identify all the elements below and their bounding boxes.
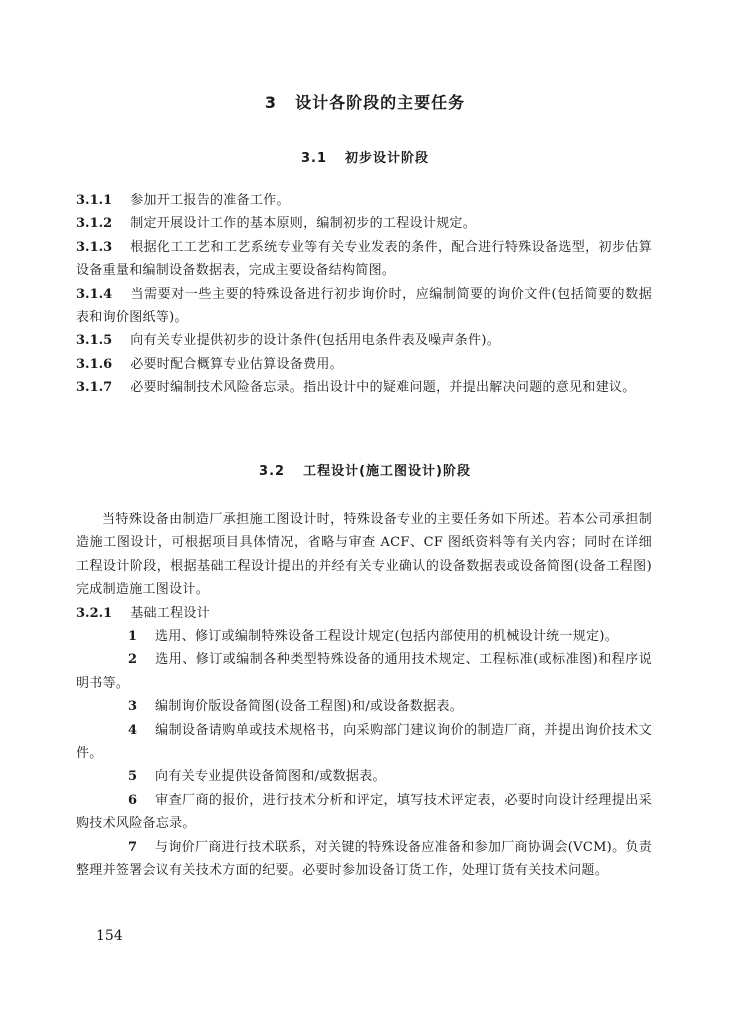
page-number: 154 — [96, 928, 123, 944]
section-heading-3-1 — [0, 147, 730, 166]
clause-3-1-6 — [76, 353, 652, 376]
subsection-title: 基础工程设计 — [130, 605, 211, 621]
clause-number: 3.1.2 — [76, 216, 113, 232]
clause-text: 必要时配合概算专业估算设备费用。 — [130, 356, 344, 372]
list-item-4 — [76, 719, 652, 766]
clause-text: 必要时编制技术风险备忘录。指出设计中的疑难问题，并提出解决问题的意见和建议。 — [130, 380, 636, 396]
chapter-title: 设计各阶段的主要任务 — [295, 93, 466, 112]
item-text: 选用、修订或编制特殊设备工程设计规定(包括内部使用的机械设计统一规定)。 — [155, 629, 618, 645]
clause-number: 3.1.5 — [76, 333, 113, 349]
item-number: 4 — [128, 722, 138, 738]
section-number: 3.2 — [259, 464, 286, 479]
item-number: 6 — [128, 792, 138, 808]
chapter-heading — [0, 90, 730, 113]
section-3-2-body — [76, 508, 652, 883]
item-number: 7 — [128, 839, 138, 855]
clause-number: 3.1.1 — [76, 193, 113, 208]
item-number: 1 — [128, 629, 138, 645]
item-text: 编制设备请购单或技术规格书，向采购部门建议询价的制造厂商，并提出询价技术文件。 — [76, 722, 652, 762]
item-number: 3 — [128, 699, 138, 715]
clause-number: 3.1.6 — [76, 356, 113, 372]
clause-number: 3.1.7 — [76, 380, 113, 396]
item-number: 5 — [128, 769, 138, 785]
subsection-heading-3-2-1 — [76, 602, 652, 625]
section-intro-paragraph: 当特殊设备由制造厂承担施工图设计时，特殊设备专业的主要任务如下所述。若本公司承担制造施工图设计，可根据项目具体情况，省略与审查 ACF、CF 图纸资料等有关内容；同时在详细工程设计阶段，根据基础工程设计提出的并经有关专业确认的设备数据表或设备简图(设备工程图)完成制造施工图设计。 — [76, 512, 652, 598]
list-item-1 — [76, 625, 652, 648]
section-number: 3.1 — [300, 151, 327, 166]
subsection-number: 3.2.1 — [76, 605, 113, 621]
item-text: 向有关专业提供设备简图和/或数据表。 — [155, 769, 386, 785]
list-item-6 — [76, 789, 652, 836]
list-item-5 — [76, 765, 652, 788]
section-title: 工程设计(施工图设计)阶段 — [303, 464, 471, 479]
item-number: 2 — [128, 652, 138, 668]
clause-number: 3.1.3 — [76, 239, 113, 255]
clause-text: 参加开工报告的准备工作。 — [130, 193, 290, 208]
chapter-number: 3 — [264, 93, 278, 112]
clause-3-1-2 — [76, 212, 652, 235]
item-text: 与询价厂商进行技术联系，对关键的特殊设备应准备和参加厂商协调会(VCM)。负责整理并签署会议有关技术方面的纪要。必要时参加设备订货工作，处理订货有关技术问题。 — [76, 839, 652, 879]
clause-3-1-3 — [76, 236, 652, 283]
item-text: 选用、修订或编制各种类型特殊设备的通用技术规定、工程标准(或标准图)和程序说明书等。 — [76, 652, 652, 691]
clause-3-1-1 — [76, 189, 652, 212]
clause-number: 3.1.4 — [76, 286, 113, 302]
list-item-3 — [76, 695, 652, 718]
section-heading-3-2 — [0, 460, 730, 479]
item-text: 审查厂商的报价，进行技术分析和评定，填写技术评定表，必要时向设计经理提出采购技术风险备忘录。 — [76, 792, 652, 832]
item-text: 编制询价版设备简图(设备工程图)和/或设备数据表。 — [155, 699, 464, 715]
list-item-7 — [76, 836, 652, 883]
clause-text: 根据化工工艺和工艺系统专业等有关专业发表的条件，配合进行特殊设备选型，初步估算设备重量和编制设备数据表，完成主要设备结构简图。 — [76, 239, 652, 279]
section-title: 初步设计阶段 — [345, 151, 430, 166]
section-3-1-body — [76, 189, 652, 400]
clause-3-1-5 — [76, 329, 652, 352]
clause-text: 向有关专业提供初步的设计条件(包括用电条件表及噪声条件)。 — [130, 333, 501, 349]
list-item-2 — [76, 648, 652, 695]
clause-3-1-4 — [76, 283, 652, 330]
clause-text: 制定开展设计工作的基本原则，编制初步的工程设计规定。 — [130, 216, 477, 232]
clause-text: 当需要对一些主要的特殊设备进行初步询价时，应编制简要的询价文件(包括简要的数据表和询价图纸等)。 — [76, 286, 652, 326]
clause-3-1-7 — [76, 376, 652, 399]
